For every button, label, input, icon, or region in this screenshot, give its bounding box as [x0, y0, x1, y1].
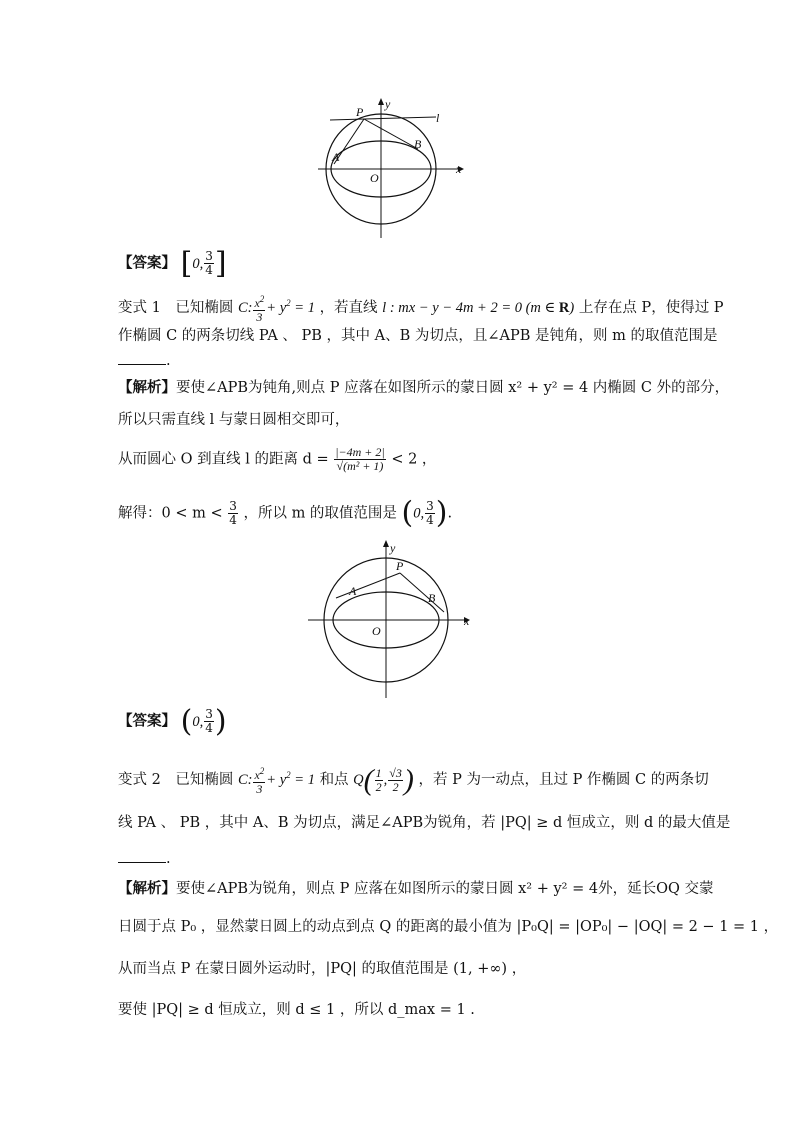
variant-2-blank: .	[118, 848, 684, 870]
label-y: y	[385, 97, 391, 111]
analysis-2-line-2: 日圆于点 P₀ ，显然蒙日圆上的动点到点 Q 的距离的最小值为 |P₀Q| = |OP₀| − |OQ| = 2 − 1 = 1 ，	[118, 919, 779, 935]
distance-fraction: $\frac{|-4m + 2|}{\text{√(m² + 1)}}$	[335, 445, 385, 473]
answer-blank	[118, 848, 166, 863]
y-axis-arrow-icon	[383, 540, 389, 547]
answer-value: (0, $\frac{3}{4}$ )	[180, 703, 227, 739]
analysis-1-line-4: 解得：0 < m < $\frac{3}{4}$ ，所以 m 的取值范围是 (0, $\frac{3}{4}$ ).	[118, 495, 453, 531]
tangent-pb	[364, 119, 418, 149]
label-o: O	[372, 624, 381, 638]
label-b: B	[428, 591, 436, 605]
label-a: A	[349, 584, 357, 598]
analysis-1-line-3: 从而圆心 O 到直线 l 的距离 d = $\frac{|-4m + 2|}{\text{√(m² + 1)}}$ < 2 ，	[118, 445, 437, 473]
label-l: l	[436, 111, 440, 125]
label-b: B	[414, 137, 422, 151]
y-axis-arrow-icon	[378, 98, 384, 105]
label-y: y	[390, 541, 396, 555]
line-l	[330, 117, 436, 120]
variant-2-line-1: 变式 2 已知椭圆 C: $\frac{x^2}{3}$ + $y^2 = 1$ 和点 Q( $\frac{1}{2}$ , $\frac{√3}{2}$ ) ，若 P 为一动点，且过 P 作椭圆 C 的两条切	[118, 763, 709, 797]
tangent-pb	[400, 573, 444, 612]
analysis-2-line-4: 要使 |PQ| ≥ d 恒成立，则 d ≤ 1 ，所以 d_max = 1 .	[118, 1002, 475, 1018]
ellipse-equation: C: $\frac{x^2}{3}$ + $y^2 = 1$	[237, 766, 315, 796]
variant-1-line-2: 作椭圆 C 的两条切线 PA 、 PB ，其中 A、B 为切点，且∠APB 是钝角，则 m 的取值范围是	[118, 328, 718, 344]
answer-tag: 【答案】	[118, 254, 176, 272]
label-x: x	[464, 614, 470, 628]
answer-2	[118, 703, 684, 739]
figure-1	[318, 94, 468, 240]
label-o: O	[370, 171, 379, 185]
analysis-2-line-3: 从而当点 P 在蒙日圆外运动时，|PQ| 的取值范围是 (1, +∞) ，	[118, 961, 527, 977]
label-p: P	[356, 105, 364, 119]
variant-1-line-1: 变式 1 已知椭圆 C: $\frac{x^2}{3}$ + $y^2 = 1$ ，若直线 l : mx − y − 4m + 2 = 0 (m ∈ R) 上存在点 P，使得过 P	[118, 294, 724, 324]
answer-1	[118, 245, 684, 281]
variant-1-blank: .	[118, 350, 684, 372]
label-p: P	[396, 559, 404, 573]
analysis-1-line-2: 所以只需直线 l 与蒙日圆相交即可，	[118, 412, 350, 428]
answer-blank	[118, 350, 166, 365]
label-x: x	[456, 162, 462, 176]
answer-value: [0, $\frac{3}{4}$ ]	[180, 245, 227, 281]
variant-2-line-2: 线 PA 、 PB ，其中 A、B 为切点，满足∠APB为锐角，若 |PQ| ≥ d 恒成立，则 d 的最大值是	[118, 815, 731, 831]
answer-tag: 【答案】	[118, 712, 176, 730]
analysis-1-line-1: 【解析】要使∠APB为钝角,则点 P 应落在如图所示的蒙日圆 x² + y² = 4 内椭圆 C 外的部分，	[118, 379, 730, 396]
analysis-2-line-1: 【解析】要使∠APB为锐角，则点 P 应落在如图所示的蒙日圆 x² + y² = 4外，延长OQ 交蒙	[118, 880, 714, 897]
point-q: Q( $\frac{1}{2}$ , $\frac{√3}{2}$ )	[353, 763, 414, 797]
figure-2	[308, 538, 478, 700]
line-equation: l : mx − y − 4m + 2 = 0 (m ∈ R)	[382, 299, 575, 316]
tangent-pa	[336, 573, 400, 598]
label-a: A	[332, 150, 340, 164]
ellipse-equation: C: $\frac{x^2}{3}$ + $y^2 = 1$	[237, 294, 315, 324]
